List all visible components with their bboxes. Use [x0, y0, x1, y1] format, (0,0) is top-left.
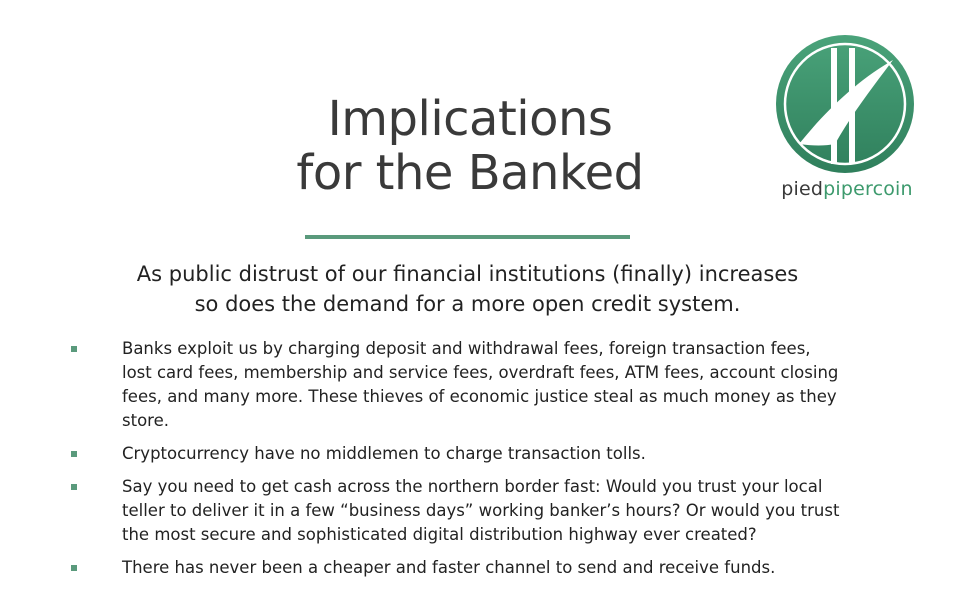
bullet-item — [0, 337, 844, 433]
bullet-square-icon — [71, 451, 77, 457]
slide-title — [230, 92, 710, 200]
bullet-item — [0, 442, 844, 466]
bullet-text: Cryptocurrency have no middlemen to charge transaction tolls. — [122, 444, 646, 463]
piedpipercoin-logo-icon — [775, 34, 915, 174]
logo-wordmark — [772, 178, 922, 200]
bullet-square-icon — [71, 484, 77, 490]
bullet-item — [0, 475, 844, 547]
bullet-text: Say you need to get cash across the northern border fast: Would you trust your local teller to deliver it in a few “business days” working banker’s hours? Or would you trust the most secure and sophisticated digital distribution highway ever created? — [122, 477, 840, 544]
logo-word-pipercoin: pipercoin — [823, 178, 913, 200]
title-divider — [305, 235, 630, 239]
slide-subtitle — [95, 259, 840, 319]
title-line-1: Implications — [327, 91, 613, 147]
logo-word-pied: pied — [781, 178, 824, 200]
subtitle-line-1: As public distrust of our financial institutions (finally) increases — [136, 262, 799, 286]
brand-logo — [772, 34, 922, 214]
bullet-square-icon — [71, 346, 77, 352]
subtitle-line-2: so does the demand for a more open credit system. — [194, 292, 741, 316]
bullet-list — [0, 337, 960, 589]
title-line-2: for the Banked — [296, 145, 644, 201]
bullet-text: Banks exploit us by charging deposit and withdrawal fees, foreign transaction fees, lost card fees, membership and service fees, overdraft fees, ATM fees, account closing fees, and many more. These thieves of economic justice steal as much money as they store. — [122, 339, 839, 430]
bullet-square-icon — [71, 565, 77, 571]
bullet-item — [0, 556, 844, 580]
bullet-text: There has never been a cheaper and faster channel to send and receive funds. — [122, 558, 776, 577]
